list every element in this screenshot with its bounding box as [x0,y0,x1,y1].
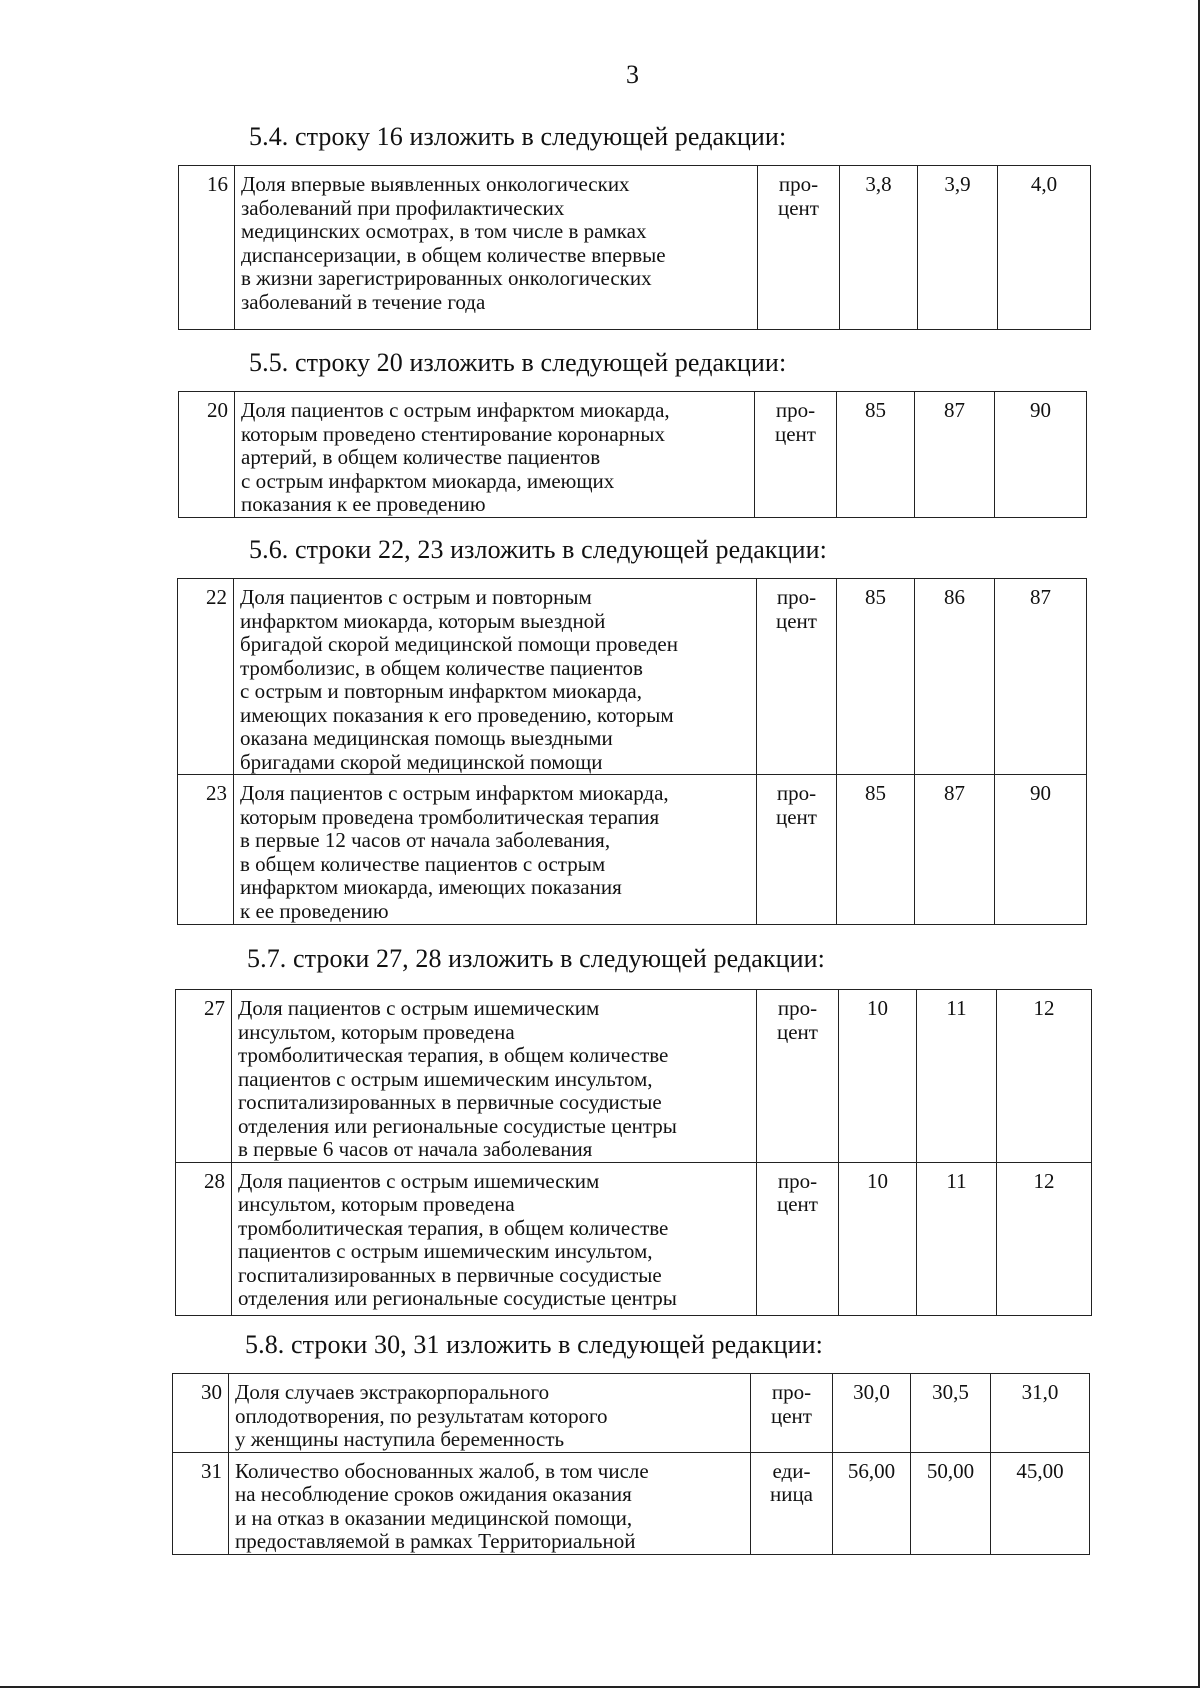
table-row [179,392,1087,518]
row-value-3: 90 [995,775,1087,925]
amendment-table [177,578,1087,925]
section-heading: 5.4. строку 16 изложить в следующей редакции: [249,122,787,151]
amendment-table [172,1373,1090,1555]
row-number: 31 [173,1452,229,1554]
table-row [176,990,1092,1163]
row-value-1: 85 [837,775,915,925]
row-description: Доля случаев экстракорпорального оплодотворения, по результатам которого у женщины наступила беременность [229,1374,751,1453]
section-heading: 5.8. строки 30, 31 изложить в следующей редакции: [245,1330,823,1359]
amendment-table [178,391,1087,518]
row-value-2: 11 [917,1162,997,1315]
row-value-1: 56,00 [833,1452,911,1554]
table-row [179,166,1091,330]
row-value-2: 87 [915,775,995,925]
page-number: 3 [626,60,639,89]
amendment-table [178,165,1091,330]
row-number: 22 [178,579,234,775]
amendment-table [175,989,1092,1316]
table-row [173,1452,1090,1554]
row-value-3: 12 [997,1162,1092,1315]
row-value-1: 85 [837,579,915,775]
row-value-2: 87 [915,392,995,518]
row-value-1: 10 [839,990,917,1163]
row-value-3: 45,00 [991,1452,1090,1554]
table-row [178,775,1087,925]
row-value-2: 30,5 [911,1374,991,1453]
row-value-2: 3,9 [918,166,998,330]
section-heading: 5.7. строки 27, 28 изложить в следующей редакции: [247,944,825,973]
table-row [173,1374,1090,1453]
row-number: 28 [176,1162,232,1315]
row-value-1: 30,0 [833,1374,911,1453]
row-description: Доля пациентов с острым и повторным инфарктом миокарда, которым выездной бригадой скорой медицинской помощи проведен тромболизис, в общем количестве пациентов с острым и повторным инфарктом миокарда, имеющих показания к его проведению, которым оказана медицинская помощь выездными бригадами скорой медицинской помощи [234,579,757,775]
section-heading: 5.6. строки 22, 23 изложить в следующей редакции: [249,535,827,564]
row-value-2: 50,00 [911,1452,991,1554]
row-value-3: 31,0 [991,1374,1090,1453]
row-unit: про- цент [757,579,837,775]
row-value-3: 12 [997,990,1092,1163]
row-description: Доля пациентов с острым инфарктом миокарда, которым проведено стентирование коронарных артерий, в общем количестве пациентов с острым инфарктом миокарда, имеющих показания к ее проведению [235,392,755,518]
row-description: Доля пациентов с острым ишемическим инсультом, которым проведена тромболитическая терапия, в общем количестве пациентов с острым ишемическим инсультом, госпитализированных в первичные сосудистые отделения или региональные сосудистые центры в первые 6 часов от начала заболевания [232,990,757,1163]
row-description: Количество обоснованных жалоб, в том числе на несоблюдение сроков ожидания оказания и на отказ в оказании медицинской помощи, предоставляемой в рамках Территориальной [229,1452,751,1554]
row-unit: про- цент [757,775,837,925]
row-value-1: 10 [839,1162,917,1315]
row-unit: про- цент [751,1374,833,1453]
row-value-1: 85 [837,392,915,518]
row-value-1: 3,8 [840,166,918,330]
row-number: 23 [178,775,234,925]
row-value-2: 11 [917,990,997,1163]
row-description: Доля впервые выявленных онкологических заболеваний при профилактических медицинских осмотрах, в том числе в рамках диспансеризации, в общем количестве впервые в жизни зарегистрированных онкологических заболеваний в течение года [235,166,758,330]
row-unit: про- цент [757,1162,839,1315]
row-unit: про- цент [758,166,840,330]
row-number: 30 [173,1374,229,1453]
table-row [178,579,1087,775]
row-description: Доля пациентов с острым ишемическим инсультом, которым проведена тромболитическая терапия, в общем количестве пациентов с острым ишемическим инсультом, госпитализированных в первичные сосудистые отделения или региональные сосудистые центры [232,1162,757,1315]
row-unit: про- цент [755,392,837,518]
row-unit: про- цент [757,990,839,1163]
section-heading: 5.5. строку 20 изложить в следующей редакции: [249,348,787,377]
row-number: 20 [179,392,235,518]
table-row [176,1162,1092,1315]
row-unit: еди- ница [751,1452,833,1554]
row-number: 27 [176,990,232,1163]
row-value-2: 86 [915,579,995,775]
row-description: Доля пациентов с острым инфарктом миокарда, которым проведена тромболитическая терапия в первые 12 часов от начала заболевания, в общем количестве пациентов с острым инфарктом миокарда, имеющих показания к ее проведению [234,775,757,925]
row-value-3: 4,0 [998,166,1091,330]
row-number: 16 [179,166,235,330]
row-value-3: 90 [995,392,1087,518]
row-value-3: 87 [995,579,1087,775]
